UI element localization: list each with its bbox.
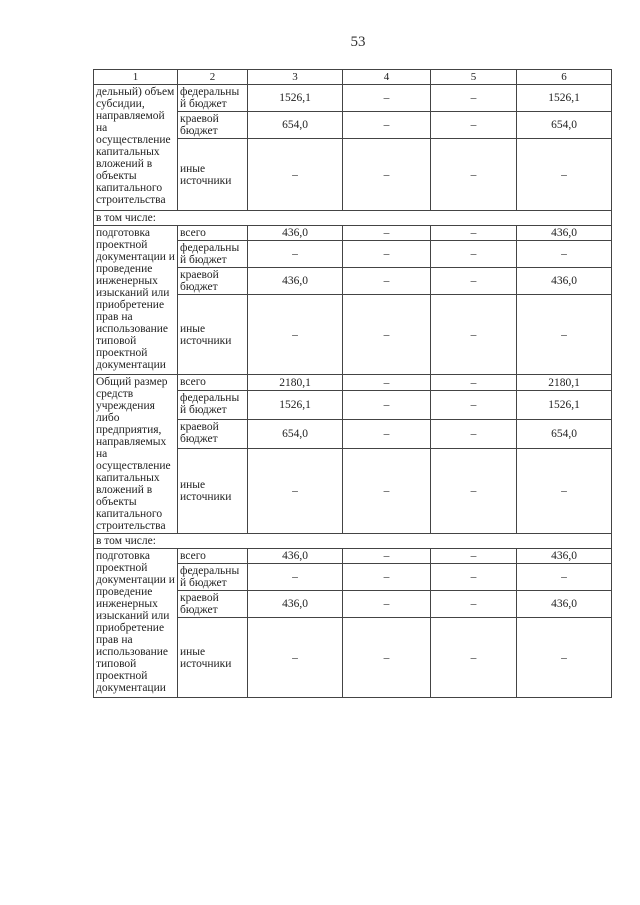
source-label: иные источники <box>178 139 248 211</box>
value-cell: 1526,1 <box>517 85 612 112</box>
value-cell: – <box>431 419 517 448</box>
value-cell: – <box>343 391 431 420</box>
source-label: федеральный бюджет <box>178 564 248 591</box>
source-label: краевой бюджет <box>178 112 248 139</box>
source-label: краевой бюджет <box>178 591 248 618</box>
value-cell: – <box>431 391 517 420</box>
value-cell: – <box>517 448 612 533</box>
row-description: дельный) объем субсидии, направляемой на осуществление капитальных вложений в объекты капитального строительства <box>94 85 178 211</box>
subheading-row <box>94 534 612 549</box>
budget-table <box>93 69 612 698</box>
page-number: 53 <box>350 34 366 50</box>
table-row <box>94 549 612 564</box>
value-cell: 2180,1 <box>248 375 343 391</box>
value-cell: – <box>343 591 431 618</box>
value-cell: – <box>431 564 517 591</box>
value-cell: – <box>343 226 431 241</box>
value-cell: 654,0 <box>517 112 612 139</box>
value-cell: – <box>431 241 517 268</box>
source-label: федеральный бюджет <box>178 85 248 112</box>
table-row <box>94 226 612 241</box>
value-cell: – <box>343 375 431 391</box>
value-cell: – <box>248 241 343 268</box>
value-cell: – <box>431 139 517 211</box>
value-cell: – <box>431 268 517 295</box>
header-row <box>94 70 612 85</box>
value-cell: 2180,1 <box>517 375 612 391</box>
source-label: иные источники <box>178 295 248 375</box>
value-cell: 436,0 <box>517 226 612 241</box>
value-cell: 1526,1 <box>248 85 343 112</box>
value-cell: – <box>431 591 517 618</box>
value-cell: – <box>431 226 517 241</box>
value-cell: – <box>431 112 517 139</box>
value-cell: – <box>248 448 343 533</box>
value-cell: 436,0 <box>248 549 343 564</box>
value-cell: 436,0 <box>248 591 343 618</box>
value-cell: 654,0 <box>248 419 343 448</box>
source-label: иные источники <box>178 448 248 533</box>
value-cell: – <box>248 295 343 375</box>
value-cell: – <box>343 549 431 564</box>
value-cell: 1526,1 <box>248 391 343 420</box>
value-cell: – <box>343 295 431 375</box>
row-description: Общий размер средств учреждения либо предприятия, направляемых на осуществление капитальных вложений в объекты капитального строительства <box>94 375 178 534</box>
source-label: федеральный бюджет <box>178 391 248 420</box>
value-cell: 436,0 <box>517 591 612 618</box>
source-label: краевой бюджет <box>178 268 248 295</box>
header-cell: 2 <box>178 70 248 85</box>
value-cell: – <box>343 139 431 211</box>
value-cell: 1526,1 <box>517 391 612 420</box>
value-cell: – <box>343 85 431 112</box>
value-cell: – <box>517 618 612 698</box>
value-cell: – <box>343 241 431 268</box>
subheading-label: в том числе: <box>94 211 612 226</box>
value-cell: 436,0 <box>517 268 612 295</box>
source-label: краевой бюджет <box>178 419 248 448</box>
source-label: всего <box>178 375 248 391</box>
value-cell: 654,0 <box>248 112 343 139</box>
value-cell: – <box>343 448 431 533</box>
table-row <box>94 85 612 112</box>
value-cell: – <box>343 112 431 139</box>
source-label: федеральный бюджет <box>178 241 248 268</box>
header-cell: 5 <box>431 70 517 85</box>
header-cell: 4 <box>343 70 431 85</box>
value-cell: – <box>343 564 431 591</box>
value-cell: 436,0 <box>248 226 343 241</box>
subheading-label: в том числе: <box>94 534 612 549</box>
header-cell: 6 <box>517 70 612 85</box>
value-cell: – <box>517 564 612 591</box>
value-cell: 654,0 <box>517 419 612 448</box>
value-cell: – <box>431 85 517 112</box>
value-cell: – <box>431 618 517 698</box>
value-cell: – <box>248 618 343 698</box>
value-cell: 436,0 <box>248 268 343 295</box>
table-row <box>94 375 612 391</box>
source-label: всего <box>178 549 248 564</box>
row-description: подготовка проектной документации и проведение инженерных изысканий или приобретение прав на использование типовой проектной документации <box>94 226 178 375</box>
value-cell: – <box>248 564 343 591</box>
row-description: подготовка проектной документации и проведение инженерных изысканий или приобретение прав на использование типовой проектной документации <box>94 549 178 698</box>
value-cell: – <box>431 448 517 533</box>
value-cell: – <box>431 549 517 564</box>
value-cell: – <box>517 295 612 375</box>
value-cell: – <box>517 241 612 268</box>
value-cell: – <box>343 618 431 698</box>
source-label: иные источники <box>178 618 248 698</box>
value-cell: – <box>343 268 431 295</box>
value-cell: – <box>517 139 612 211</box>
value-cell: – <box>431 295 517 375</box>
header-cell: 1 <box>94 70 178 85</box>
header-cell: 3 <box>248 70 343 85</box>
subheading-row <box>94 211 612 226</box>
value-cell: – <box>248 139 343 211</box>
value-cell: – <box>343 419 431 448</box>
value-cell: 436,0 <box>517 549 612 564</box>
value-cell: – <box>431 375 517 391</box>
source-label: всего <box>178 226 248 241</box>
